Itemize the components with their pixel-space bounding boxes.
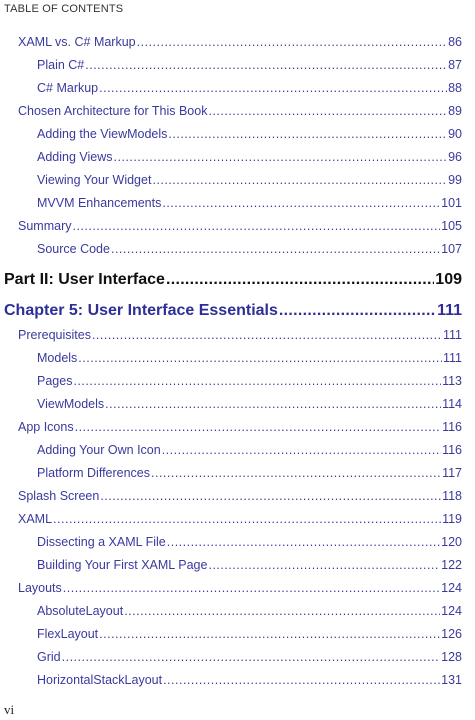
toc-entry-title: Layouts [18,581,62,595]
toc-entry-title: Adding Your Own Icon [37,443,161,457]
toc-entry-title: Splash Screen [18,489,100,503]
toc-entry-page: 118 [442,489,462,503]
toc-entry-grid[interactable] [37,650,462,664]
toc-entry-page: 89 [448,104,462,118]
toc-entry-page: 124 [441,604,462,618]
toc-entry-title: App Icons [18,420,74,434]
toc-entry-horizontalstacklayout[interactable] [37,673,462,687]
dot-leader [168,127,447,141]
dot-leader [100,489,441,503]
toc-entry-page: 128 [441,650,462,664]
toc-entry-title: C# Markup [37,81,99,95]
toc-entry-page: 88 [448,81,462,95]
toc-entry-source-code[interactable] [37,242,462,256]
toc-entry-page: 101 [441,196,462,210]
toc-entry-viewing-your-widget[interactable] [37,173,462,187]
dot-leader [99,627,440,641]
toc-entry-building-first-xaml-page[interactable] [37,558,462,572]
toc-entry-models[interactable] [37,351,462,365]
toc-entry-summary[interactable] [18,219,462,233]
toc-entry-page: 126 [441,627,462,641]
toc-entry-title: Source Code [37,242,110,256]
dot-leader [72,219,440,233]
toc-entry-title: XAML vs. C# Markup [18,35,136,49]
toc-entry-title: ViewModels [37,397,105,411]
dot-leader [114,150,448,164]
toc-entry-csharp-markup[interactable] [37,81,462,95]
toc-entry-dissecting-xaml-file[interactable] [37,535,462,549]
toc-entry-xaml[interactable] [18,512,462,526]
dot-leader [85,58,447,72]
dot-leader [62,650,441,664]
dot-leader [137,35,447,49]
dot-leader [75,420,441,434]
toc-entry-title: Part II: User Interface [4,271,165,288]
toc-entry-chosen-architecture[interactable] [18,104,462,118]
toc-entry-pages[interactable] [37,374,462,388]
toc-entry-title: Summary [18,219,72,233]
toc-entry-page: 96 [448,150,462,164]
dot-leader [111,242,440,256]
toc-entry-platform-differences[interactable] [37,466,462,480]
toc-entry-title: Grid [37,650,61,664]
dot-leader [167,535,440,549]
toc-entry-page: 113 [442,374,462,388]
toc-entry-plain-csharp[interactable] [37,58,462,72]
toc-entry-adding-views[interactable] [37,150,462,164]
toc-entry-page: 105 [441,219,462,233]
toc-entry-title: Viewing Your Widget [37,173,152,187]
dot-leader [92,328,442,342]
toc-entry-page: 87 [448,58,462,72]
toc-entry-page: 109 [435,271,462,288]
dot-leader [99,81,447,95]
toc-entry-title: Chapter 5: User Interface Essentials [4,302,278,319]
toc-entry-page: 111 [437,302,462,319]
toc-entry-title: XAML [18,512,53,526]
toc-entry-page: 119 [442,512,462,526]
toc-entry-mvvm-enhancements[interactable] [37,196,462,210]
toc-chapter-heading[interactable] [4,302,462,320]
dot-leader [151,466,441,480]
toc-entry-title: Dissecting a XAML File [37,535,166,549]
toc-entry-title: AbsoluteLayout [37,604,124,618]
toc-entry-app-icons[interactable] [18,420,462,434]
toc-entry-page: 120 [441,535,462,549]
toc-entry-page: 111 [442,351,462,365]
toc-entry-title: Models [37,351,78,365]
dot-leader [63,581,440,595]
dot-leader [73,374,441,388]
toc-entry-page: 131 [441,673,462,687]
folio-page-number: vi [4,702,15,717]
toc-part-heading[interactable] [4,271,462,289]
dot-leader [53,512,441,526]
toc-entry-title: Adding Views [37,150,113,164]
toc-entry-title: Building Your First XAML Page [37,558,208,572]
dot-leader [162,196,440,210]
dot-leader [162,443,441,457]
toc-entry-page: 86 [448,35,462,49]
toc-entry-adding-viewmodels[interactable] [37,127,462,141]
toc-entry-layouts[interactable] [18,581,462,595]
toc-entry-title: Platform Differences [37,466,151,480]
dot-leader [208,558,440,572]
toc-entry-viewmodels[interactable] [37,397,462,411]
dot-leader [78,351,442,365]
toc-entry-title: Adding the ViewModels [37,127,168,141]
toc-entry-xaml-vs-csharp-markup[interactable] [18,35,462,49]
toc-entry-page: 116 [442,420,462,434]
toc-entry-absolutelayout[interactable] [37,604,462,618]
toc-entry-title: Chosen Architecture for This Book [18,104,208,118]
toc-entry-adding-your-own-icon[interactable] [37,443,462,457]
dot-leader [163,673,440,687]
toc-entry-page: 111 [442,328,462,342]
dot-leader [105,397,441,411]
toc-entry-title: MVVM Enhancements [37,196,162,210]
toc-entry-prerequisites[interactable] [18,328,462,342]
dot-leader [124,604,440,618]
toc-entry-title: Prerequisites [18,328,91,342]
toc-entry-title: FlexLayout [37,627,99,641]
dot-leader [208,104,447,118]
running-head: TABLE OF CONTENTS [4,3,124,15]
toc-entry-page: 117 [442,466,462,480]
toc-entry-title: Pages [37,374,73,388]
toc-entry-page: 99 [448,173,462,187]
toc-entry-title: HorizontalStackLayout [37,673,163,687]
toc-entry-page: 90 [448,127,462,141]
dot-leader [166,271,434,289]
toc-entry-page: 116 [442,443,462,457]
toc-entry-page: 114 [442,397,462,411]
dot-leader [279,302,436,320]
dot-leader [152,173,447,187]
toc-entry-flexlayout[interactable] [37,627,462,641]
toc-entry-page: 107 [441,242,462,256]
toc-entry-title: Plain C# [37,58,85,72]
toc-entry-splash-screen[interactable] [18,489,462,503]
toc-entry-page: 122 [441,558,462,572]
toc-entry-page: 124 [441,581,462,595]
